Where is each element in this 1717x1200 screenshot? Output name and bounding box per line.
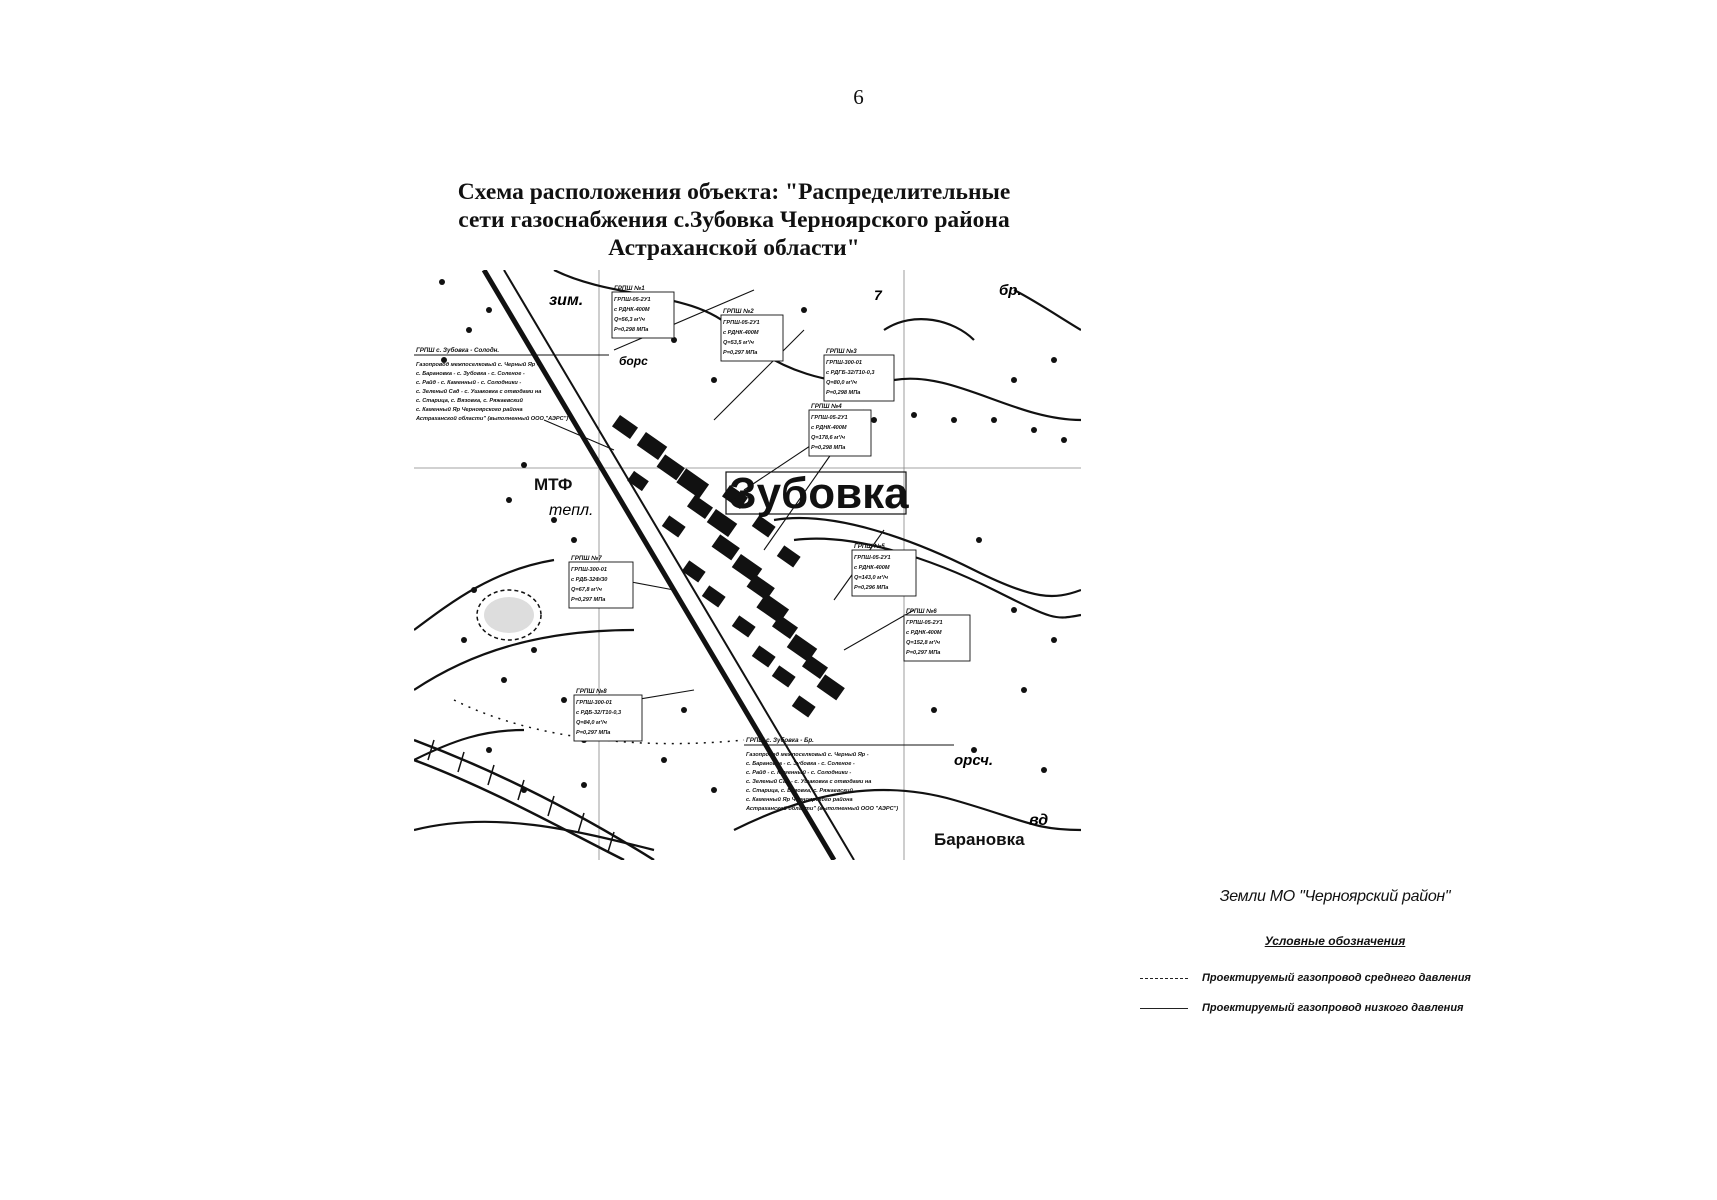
svg-text:P=0,297 МПа: P=0,297 МПа	[571, 597, 606, 603]
grpsh-7-callout	[569, 555, 633, 608]
svg-text:Q=67,8 м³/ч: Q=67,8 м³/ч	[571, 587, 602, 593]
svg-text:ГРПШ-05-2У1: ГРПШ-05-2У1	[854, 555, 891, 561]
svg-text:Q=178,6 м³/ч: Q=178,6 м³/ч	[811, 435, 845, 441]
legend-label-medium-pressure: Проектируемый газопровод среднего давления	[1202, 972, 1471, 984]
grpsh-5-callout	[852, 543, 916, 596]
svg-text:ГРПШ-05-2У1: ГРПШ-05-2У1	[723, 320, 760, 326]
legend-item-medium-pressure	[1140, 968, 1500, 988]
svg-text:с РДНК-400М: с РДНК-400М	[854, 565, 890, 571]
legend-solid-line	[1140, 1008, 1188, 1009]
svg-text:ГРПШ №4: ГРПШ №4	[811, 403, 842, 410]
svg-text:P=0,298 МПа: P=0,298 МПа	[811, 445, 846, 451]
pipeline-top-line-7: Астраханской области" (выполненный ООО "АЭРС")	[416, 416, 569, 422]
label-7: 7	[874, 287, 882, 303]
scheme-title-line-3: Астраханской области"	[608, 235, 860, 261]
pipeline-top-line-6: с. Каменный Яр Черноярского района	[416, 407, 523, 413]
scheme-title	[382, 178, 1086, 262]
pipeline-top-title: ГРПШ с. Зубовка - Солодн.	[416, 347, 500, 354]
svg-text:с РДГБ-32/Т10-0,3: с РДГБ-32/Т10-0,3	[826, 370, 875, 376]
svg-text:P=0,296 МПа: P=0,296 МПа	[854, 585, 889, 591]
pipeline-top-line-5: с. Старица, с. Вязовка, с. Ряжаевский	[416, 398, 523, 404]
svg-text:P=0,298 МПа: P=0,298 МПа	[826, 390, 861, 396]
svg-text:ГРПШ №8: ГРПШ №8	[576, 688, 607, 695]
svg-text:ГРПШ №6: ГРПШ №6	[906, 608, 937, 615]
svg-text:с РДБ-32/Т10-0,3: с РДБ-32/Т10-0,3	[576, 710, 622, 716]
svg-text:ГРПШ-05-2У1: ГРПШ-05-2У1	[811, 415, 848, 421]
pipeline-bottom-line-6: с. Каменный Яр Черноярского района	[746, 797, 853, 803]
grpsh-2-callout	[721, 308, 783, 361]
svg-text:с РДНК-400М: с РДНК-400М	[906, 630, 942, 636]
map-svg	[414, 270, 1081, 860]
pipeline-bottom-title: ГРПШ с. Зубовка - Бр.	[746, 737, 814, 744]
grpsh-1-callout	[612, 285, 674, 338]
legend-item-low-pressure	[1140, 998, 1500, 1018]
pipeline-bottom-line-7: Астраханской области" (выполненный ООО "АЭРС")	[746, 806, 899, 812]
svg-text:ГРПШ-300-01: ГРПШ-300-01	[571, 567, 607, 573]
svg-text:с РДНК-400М: с РДНК-400М	[614, 307, 650, 313]
svg-text:ГРПШ №5: ГРПШ №5	[854, 543, 885, 550]
svg-text:P=0,297 МПа: P=0,297 МПа	[723, 350, 758, 356]
svg-text:с РДНК-400М: с РДНК-400М	[811, 425, 847, 431]
lands-label: Земли МО "Черноярский район"	[1219, 888, 1451, 905]
svg-text:ГРПШ №1: ГРПШ №1	[614, 285, 645, 292]
label-bors: борс	[619, 354, 648, 368]
svg-text:P=0,297 МПа: P=0,297 МПа	[576, 730, 611, 736]
label-mtf: МТФ	[534, 475, 573, 494]
svg-text:ГРПШ-05-2У1: ГРПШ-05-2У1	[906, 620, 943, 626]
svg-text:Q=53,5 м³/ч: Q=53,5 м³/ч	[723, 340, 754, 346]
svg-text:ГРПШ-05-2У1: ГРПШ-05-2У1	[614, 297, 651, 303]
label-orsch: орсч.	[954, 752, 994, 769]
scheme-title-line-2: сети газоснабжения с.Зубовка Черноярского района	[458, 207, 1010, 233]
svg-text:Q=80,0 м³/ч: Q=80,0 м³/ч	[826, 380, 857, 386]
scheme-title-line-1: Схема расположения объекта: "Распределительные	[457, 179, 1011, 205]
grpsh-4-callout	[809, 403, 871, 456]
label-tepl: тепл.	[549, 502, 594, 519]
svg-text:ГРПШ-300-01: ГРПШ-300-01	[576, 700, 612, 706]
svg-text:с РДБ-32Ф/30: с РДБ-32Ф/30	[571, 577, 608, 583]
svg-text:ГРПШ-300-01: ГРПШ-300-01	[826, 360, 862, 366]
grpsh-6-callout	[904, 608, 970, 661]
svg-text:Q=152,8 м³/ч: Q=152,8 м³/ч	[906, 640, 940, 646]
label-br: бр.	[999, 282, 1022, 299]
grpsh-8-callout	[574, 688, 642, 741]
svg-text:Q=84,0 м³/ч: Q=84,0 м³/ч	[576, 720, 607, 726]
grpsh-3-callout	[824, 348, 894, 401]
svg-text:P=0,298 МПа: P=0,298 МПа	[614, 327, 649, 333]
svg-text:ГРПШ №3: ГРПШ №3	[826, 348, 857, 355]
pipeline-bottom-line-5: с. Старица, с. Вязовка, с. Ряжаевский	[746, 788, 853, 794]
legend-dashed-line	[1140, 978, 1188, 979]
svg-text:ГРПШ №2: ГРПШ №2	[723, 308, 754, 315]
pipeline-bottom-line-3: с. Райд - с. Каменный - с. Солодники -	[746, 770, 852, 776]
page-number: 6	[853, 85, 864, 109]
pipeline-bottom-line-2: с. Барановка - с. Зубовка - с. Соленое -	[746, 761, 855, 767]
svg-text:Q=143,0 м³/ч: Q=143,0 м³/ч	[854, 575, 888, 581]
legend-title: Условные обозначения	[1264, 934, 1406, 948]
pipeline-bottom-line-1: Газопровод межпоселковый с. Черный Яр -	[746, 752, 869, 758]
svg-text:Q=56,3 м³/ч: Q=56,3 м³/ч	[614, 317, 645, 323]
village-label: Зубовка	[729, 469, 909, 518]
pipeline-top-line-2: с. Барановка - с. Зубовка - с. Соленое -	[416, 371, 525, 377]
pipeline-top-line-1: Газопровод межпоселковый с. Черный Яр -	[416, 362, 539, 368]
pipeline-top-line-4: с. Зеленый Сад - с. Ушаковка с отводами на	[416, 389, 542, 395]
location-map	[414, 270, 1081, 860]
pipeline-top-line-3: с. Райд - с. Каменный - с. Солодники -	[416, 380, 522, 386]
pipeline-bottom-line-4: с. Зеленый Сад - с. Ушаковка с отводами на	[746, 779, 872, 785]
svg-text:P=0,297 МПа: P=0,297 МПа	[906, 650, 941, 656]
label-vd: вд	[1029, 812, 1049, 829]
label-zim: зим.	[549, 292, 584, 309]
label-barancovka: Барановка	[934, 830, 1025, 849]
svg-text:с РДНК-400М: с РДНК-400М	[723, 330, 759, 336]
svg-text:ГРПШ №7: ГРПШ №7	[571, 555, 602, 562]
legend-label-low-pressure: Проектируемый газопровод низкого давления	[1202, 1002, 1464, 1014]
